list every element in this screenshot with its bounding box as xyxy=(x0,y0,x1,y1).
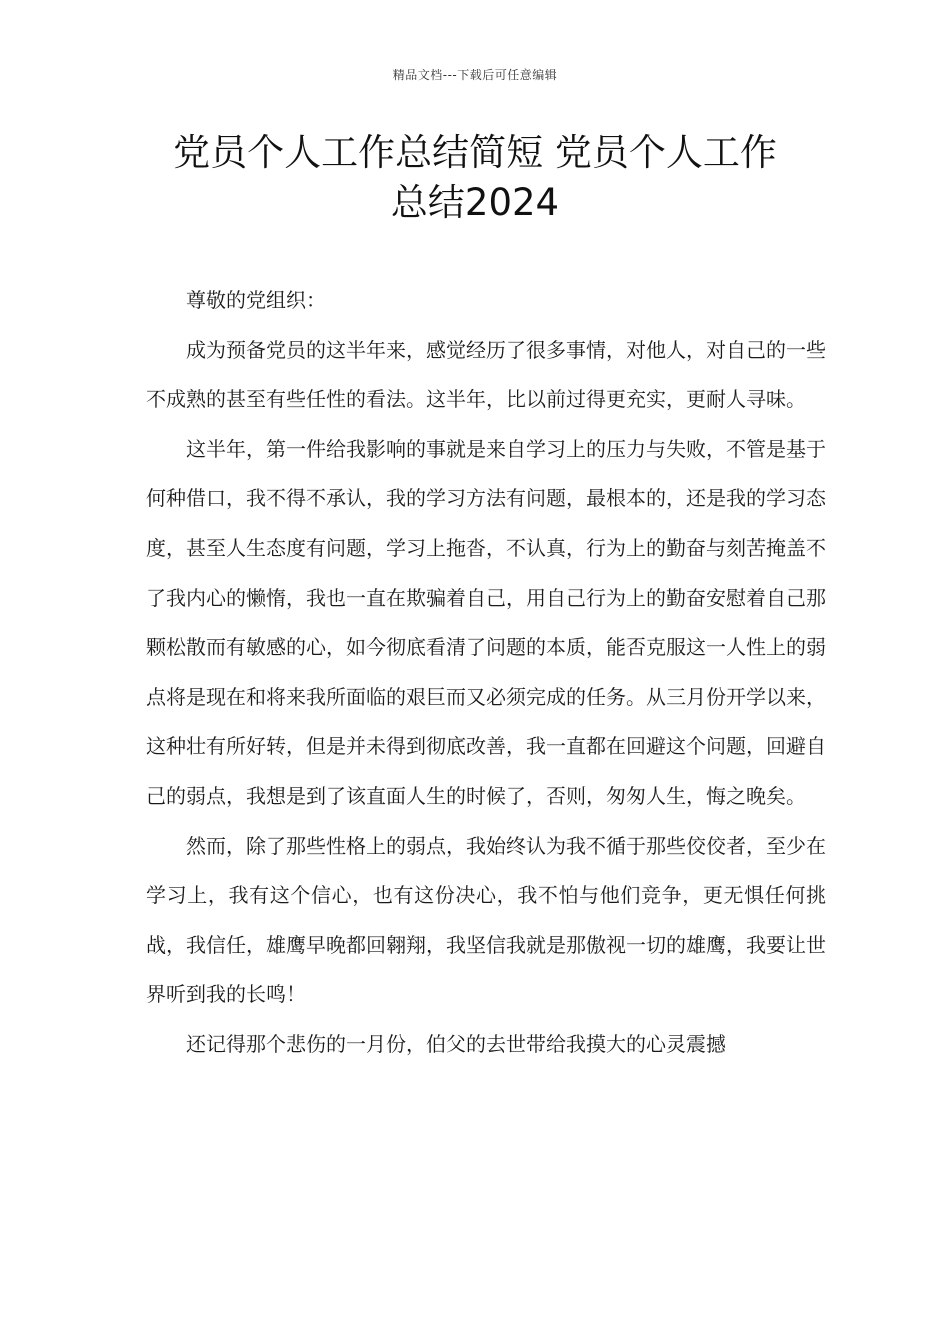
title-line-1: 党员个人工作总结简短 党员个人工作 xyxy=(173,131,777,174)
salutation: 尊敬的党组织： xyxy=(186,288,326,312)
paragraph: 这半年，第一件给我影响的事就是来自学习上的压力与失败，不管是基于何种借口，我不得不承认，我的学习方法有问题，最根本的，还是我的学习态度，甚至人生态度有问题，学习上拖沓，不认真，行为上的勤奋与刻苦掩盖不了我内心的懒惰，我也一直在欺骗着自己，用自己行为上的勤奋安慰着自己那颗松散而有敏感的心，如今彻底看清了问题的本质，能否克服这一人性上的弱点将是现在和将来我所面临的艰巨而又必须完成的任务。从三月份开学以来，这种壮有所好转，但是并未得到彻底改善，我一直都在回避这个问题，回避自己的弱点，我想是到了该直面人生的时候了，否则，匆匆人生，悔之晚矣。 xyxy=(146,436,826,808)
paragraph: 成为预备党员的这半年来，感觉经历了很多事情，对他人，对自己的一些不成熟的甚至有些任性的看法。这半年，比以前过得更充实，更耐人寻味。 xyxy=(146,337,826,412)
document-body xyxy=(146,276,826,1070)
paragraph: 还记得那个悲伤的一月份，伯父的去世带给我摸大的心灵震撼 xyxy=(186,1031,726,1056)
document-title xyxy=(120,128,830,228)
title-line-2: 总结2024 xyxy=(390,181,560,224)
header-note: 精品文档---下载后可任意编辑 xyxy=(392,68,558,82)
paragraph: 然而，除了那些性格上的弱点，我始终认为我不循于那些佼佼者，至少在学习上，我有这个信心，也有这份决心，我不怕与他们竞争，更无惧任何挑战，我信任，雄鹰早晚都回翱翔，我坚信我就是那傲视一切的雄鹰，我要让世界听到我的长鸣！ xyxy=(146,833,826,1007)
